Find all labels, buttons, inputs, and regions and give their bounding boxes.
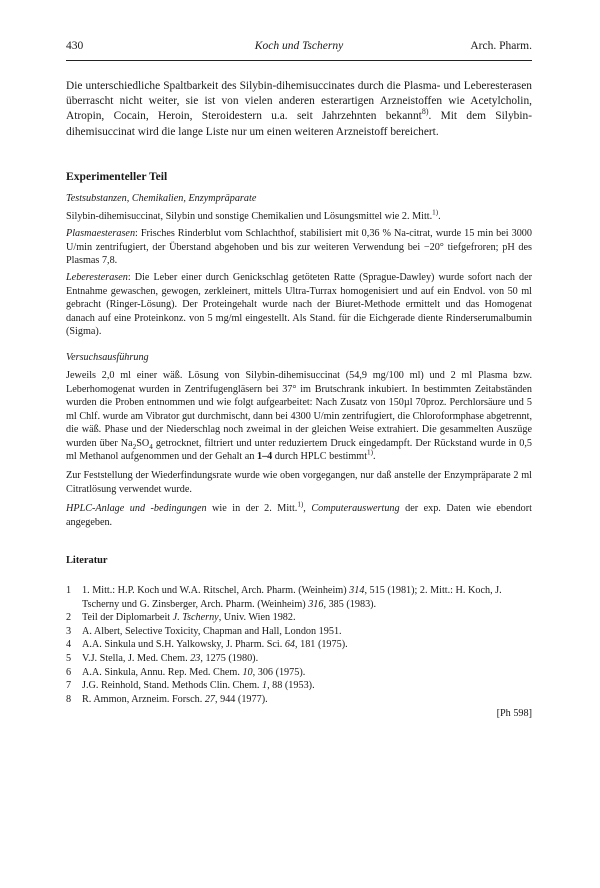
reference-item: 1 1. Mitt.: H.P. Koch und W.A. Ritschel, Arch. Pharm. (Weinheim) 314, 515 (1981); 2. Mitt.: H. Koch, J. Tscherny und G. Zinsberger, Arch. Pharm. (Weinheim) 316, 385 (1983).	[66, 584, 502, 610]
paragraph-recovery: Zur Feststellung der Wiederfindungsrate wurde wie oben vorgegangen, nur daß anstelle der Enzympräparate 2 ml Citratlösung verwendet wurde.	[66, 470, 532, 495]
reference-item: 8 R. Ammon, Arzneim. Forsch. 27, 944 (1977).	[66, 693, 268, 705]
manuscript-code: [Ph 598]	[496, 708, 532, 720]
intro-paragraph: Die unterschiedliche Spaltbarkeit des Silybin-dihemisuccinates durch die Plasma- und Leberesterasen überrascht nicht weiter, sie ist von vielen anderen esterartigen Arzneistoffen wie Acetylcholin, Atropin, Cocain, Heroin, Steroidestern u.a. seit Jahrzehnten bekannt$^{8)}$. Mit dem Silybin-dihemisuccinat wird die lange Liste nur um einen weiteren Arzneistoff bereichert.	[66, 80, 533, 138]
reference-item: 7 J.G. Reinhold, Stand. Methods Clin. Chem. 1, 88 (1953).	[66, 680, 315, 692]
header-rule	[66, 60, 532, 61]
page-number: 430	[66, 40, 84, 52]
reference-item: 6 A.A. Sinkula, Annu. Rep. Med. Chem. 10, 306 (1975).	[66, 666, 306, 678]
section-heading-experimental: Experimenteller Teil	[66, 169, 168, 183]
reference-list	[66, 584, 532, 706]
reference-item: 4 A.A. Sinkula und S.H. Yalkowsky, J. Pharm. Sci. 64, 181 (1975).	[66, 639, 348, 651]
reference-item: 2 Teil der Diplomarbeit J. Tscherny, Univ. Wien 1982.	[66, 612, 296, 624]
reference-item: 3 A. Albert, Selective Toxicity, Chapman and Hall, London 1951.	[66, 625, 342, 637]
paragraph-liver-esterases: Leberesterasen: Die Leber einer durch Genickschlag getöteten Ratte (Sprague-Dawley) wurde sofort nach der Entnahme gewaschen, gewogen, zerkleinert, mittels Ultra-Turrax homogenisiert und auf ein Endvol. von 50 ml gebracht (Ringer-Lösung). Der Proteingehalt wurde nach der Biuret-Methode ermittelt und das Homogenat danach auf eine Proteinkonz. von 5 mg/ml eingestellt. Als Stand. für die Eichgerade diente Rinderserumalbumin (Sigma).	[66, 272, 532, 338]
running-header	[66, 40, 532, 58]
journal-name: Arch. Pharm.	[470, 40, 532, 52]
subheading-substances: Testsubstanzen, Chemikalien, Enzympräparate	[66, 192, 257, 204]
paragraph-plasma-esterases: Plasmaesterasen: Frisches Rinderblut vom Schlachthof, stabilisiert mit 0,36 % Na-citrat, wurde 15 min bei 3000 U/min zentrifugiert, der Überstand abgehoben und bis zur weiteren Verwendung bei −20° tiefgefroren; pH des Plasmas 7,8.	[66, 228, 532, 267]
paragraph-substances: Silybin-dihemisuccinat, Silybin und sonstige Chemikalien und Lösungsmittel wie 2. Mitt.$^{1)}$.	[66, 208, 441, 222]
reference-item: 5 V.J. Stella, J. Med. Chem. 23, 1275 (1980).	[66, 652, 259, 664]
paragraph-hplc: HPLC-Anlage und -bedingungen wie in der 2. Mitt.$^{1)}$, Computerauswertung der exp. Daten wie ebendort angegeben.	[66, 500, 532, 528]
running-authors: Koch und Tscherny	[254, 40, 344, 52]
paragraph-procedure: Jeweils 2,0 ml einer wäß. Lösung von Silybin-dihemisuccinat (54,9 mg/100 ml) und 2 ml Plasma bzw. Leberhomogenat wurden in Zentrifugengläsern bei 37° im Brutschrank inkubiert. In bestimmten Zeitabständen wurden die Proben entnommen und wie folgt aufgearbeitet: Nach Zusatz von 150µl 70proz. Perchlorsäure und 5 ml Chlf. wurde am Vibrator gut durchmischt, dann bei 4300 U/min zentrifugiert, die Chloroformphase abgetrennt, die wäß. Phase und der Niederschlag noch zweimal in der gleichen Weise extrahiert. Die gesammelten Auszüge wurden über $Na_2SO_4$ getrocknet, filtriert und unter reduziertem Druck eingedampft. Der Rückstand wurde in 0,5 ml Methanol aufgenommen und der Gehalt an 1–4 durch HPLC bestimmt$^{1)}$.	[66, 370, 532, 462]
subheading-procedure: Versuchsausführung	[66, 352, 149, 364]
journal-page	[66, 40, 532, 719]
section-heading-literature: Literatur	[66, 554, 108, 566]
